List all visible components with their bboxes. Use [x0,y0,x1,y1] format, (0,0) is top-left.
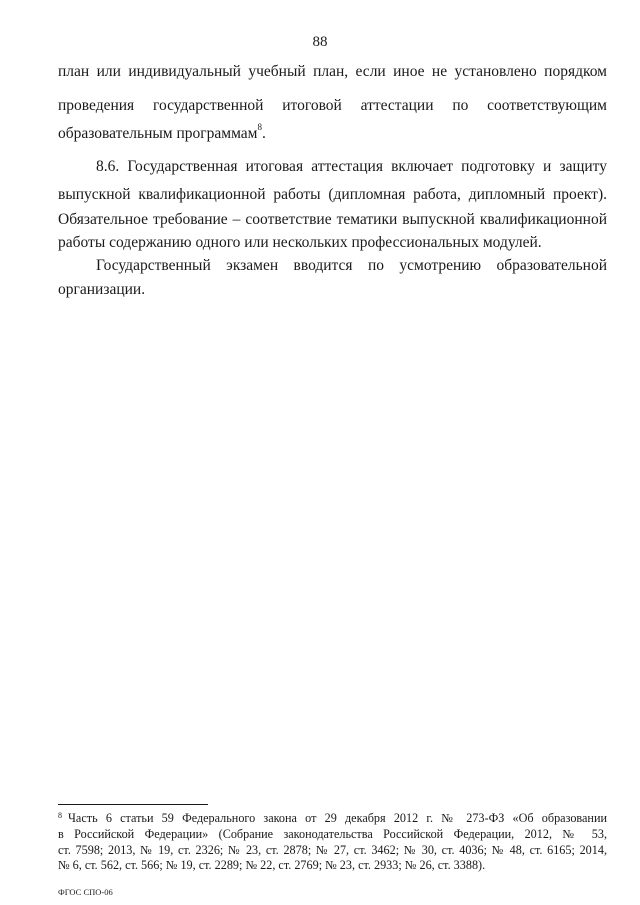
paragraph-2-line-1: 8.6. Государственная итоговая аттестация включает подготовку и защиту [96,158,607,175]
paragraph-2-line-3: Обязательное требование – соответствие тематики выпускной квалификационной [58,211,607,228]
paragraph-1-line-1: план или индивидуальный учебный план, если иное не установлено порядком [58,63,607,80]
page-number: 88 [312,34,328,50]
paragraph-1-line-3: образовательным программам$^8$. [58,121,266,142]
footnote-line-1-text: Часть 6 статьи 59 Федерального закона от 29 декабря 2012 г. № 273-ФЗ «Об образовании [68,811,607,825]
paragraph-3-line-2: организации. [58,281,146,298]
paragraph-1-line-2: проведения государственной итоговой аттестации по соответствующим [58,97,607,114]
paragraph-2-line-4: работы содержанию одного или нескольких профессиональных модулей. [58,234,542,251]
paragraph-1-line-3-text: образовательным программам [58,125,258,142]
footnote-line-3: ст. 7598; 2013, № 19, ст. 2326; № 23, ст. 2878; № 27, ст. 3462; № 30, ст. 4036; № 48, ст. 6165; 2014, [58,843,607,857]
footnote-line-2: в Российской Федерации» (Собрание законодательства Российской Федерации, 2012, № 53, [58,827,607,841]
document-code: ФГОС СПО-06 [58,887,113,897]
paragraph-3-line-1: Государственный экзамен вводится по усмотрению образовательной [96,257,607,274]
footnote-separator [58,804,208,805]
footnote-number: 8 [58,811,62,820]
footnote-line-4: № 6, ст. 562, ст. 566; № 19, ст. 2289; № 22, ст. 2769; № 23, ст. 2933; № 26, ст. 3388). [58,858,486,872]
footnote-reference: 8 [257,121,262,132]
paragraph-2-line-2: выпускной квалификационной работы (дипломная работа, дипломный проект). [58,186,607,203]
